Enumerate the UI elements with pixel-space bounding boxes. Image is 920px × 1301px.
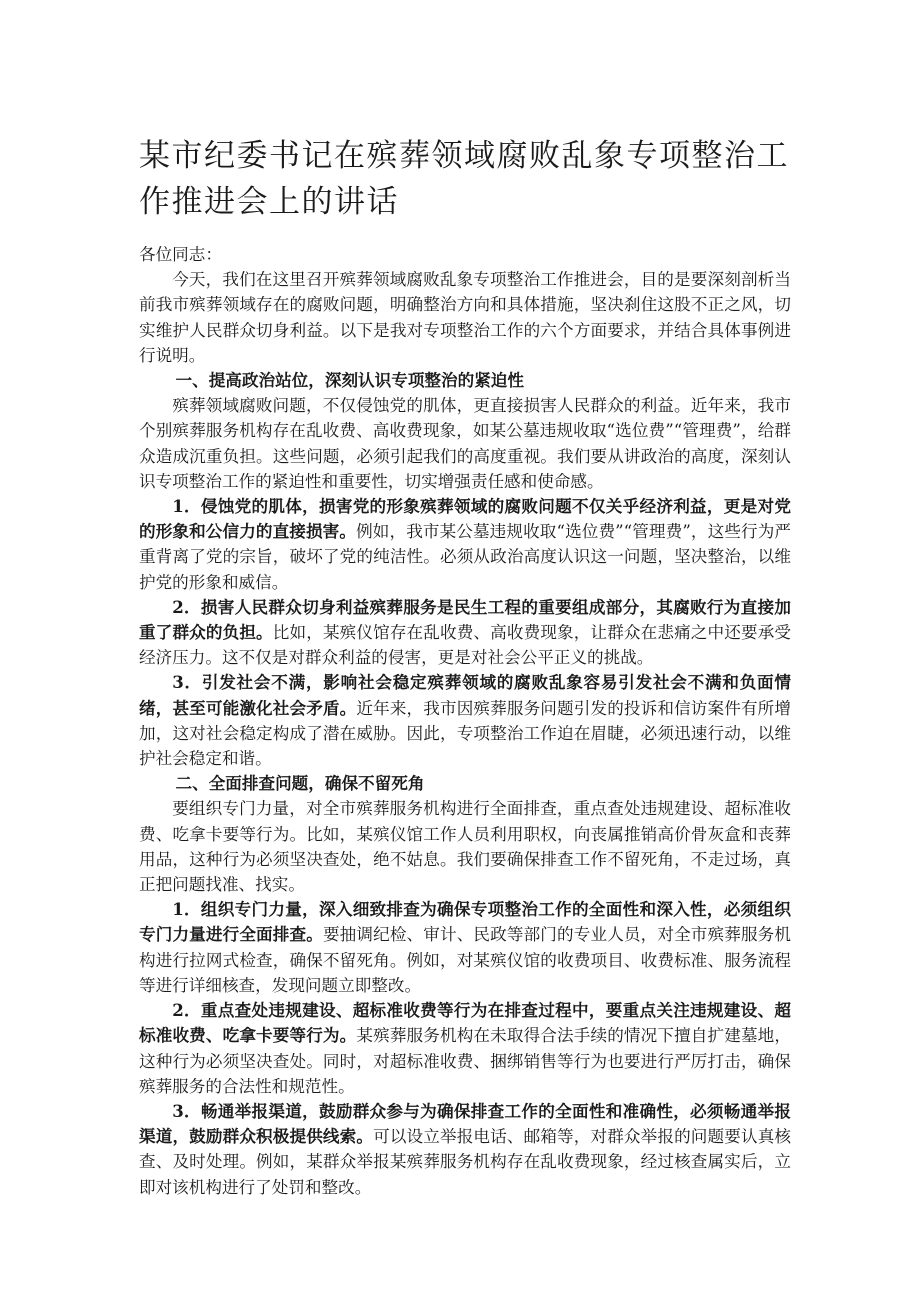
paragraph-bold-lead: 1．组织专门力量，深入细致排查为确保专项整治工作的全面性和深入性，必须组织专门力量进行全面排查。: [139, 899, 791, 945]
document-body: [139, 242, 791, 1200]
numbered-paragraph: [139, 897, 791, 998]
paragraph-bold-lead: 3．引发社会不满，影响社会稳定殡葬领域的腐败乱象容易引发社会不满和负面情绪，甚至可能激化社会矛盾。: [139, 672, 791, 718]
section-lead-paragraph: 要组织专门力量，对全市殡葬服务机构进行全面排查，重点查处违规建设、超标准收费、吃拿卡要等行为。比如，某殡仪馆工作人员利用职权，向丧属推销高价骨灰盒和丧葬用品，这种行为必须坚决查处，绝不姑息。我们要确保排查工作不留死角，不走过场，真正把问题找准、找实。: [139, 799, 791, 895]
paragraph-bold-lead: 1．侵蚀党的肌体，损害党的形象殡葬领域的腐败问题不仅关乎经济利益，更是对党的形象和公信力的直接损害。: [139, 496, 791, 542]
paragraph-bold-lead: 2．重点查处违规建设、超标准收费等行为在排查过程中，要重点关注违规建设、超标准收费、吃拿卡要等行为。: [139, 1000, 791, 1046]
salutation: 各位同志：: [139, 245, 222, 264]
document-title: 某市纪委书记在殡葬领域腐败乱象专项整治工作推进会上的讲话: [139, 138, 789, 220]
section-heading: 二、全面排查问题，确保不留死角: [175, 773, 425, 794]
numbered-paragraph: [139, 595, 791, 671]
paragraph-text: 例如，我市某公墓违规收取“选位费”“管理费”，这些行为严重背离了党的宗旨，破坏了党的纯洁性。必须从政治高度认识这一问题，坚决整治，以维护党的形象和威信。: [139, 522, 792, 592]
paragraph-text: 要抽调纪检、审计、民政等部门的专业人员，对全市殡葬服务机构进行拉网式检查，确保不留死角。例如，对某殡仪馆的收费项目、收费标准、服务流程等进行详细核查，发现问题立即整改。: [139, 925, 792, 995]
intro-paragraph: 今天，我们在这里召开殡葬领域腐败乱象专项整治工作推进会，目的是要深刻剖析当前我市殡葬领域存在的腐败问题，明确整治方向和具体措施，坚决刹住这股不正之风，切实维护人民群众切身利益。以下是我对专项整治工作的六个方面要求，并结合具体事例进行说明。: [139, 270, 791, 365]
paragraph-text: 可以设立举报电话、邮箱等，对群众举报的问题要认真核查、及时处理。例如，某群众举报某殡葬服务机构存在乱收费现象，经过核查属实后，立即对该机构进行了处罚和整改。: [139, 1127, 792, 1197]
section-heading: 一、提高政治站位，深刻认识专项整治的紧迫性: [175, 370, 524, 391]
paragraph-text: 近年来，我市因殡葬服务问题引发的投诉和信访案件有所增加，这对社会稳定构成了潜在威胁。因此，专项整治工作迫在眉睫，必须迅速行动，以维护社会稳定和谐。: [139, 698, 791, 769]
numbered-paragraph: [139, 998, 791, 1099]
section-lead-paragraph: 殡葬领域腐败问题，不仅侵蚀党的肌体，更直接损害人民群众的利益。近年来，我市个别殡葬服务机构存在乱收费、高收费现象，如某公墓违规收取“选位费”“管理费”，给群众造成沉重负担。这些问题，必须引起我们的高度重视。我们要从讲政治的高度，深刻认识专项整治工作的紧迫性和重要性，切实增强责任感和使命感。: [139, 396, 791, 491]
numbered-paragraph: [139, 1099, 791, 1200]
paragraph-text: 某殡葬服务机构在未取得合法手续的情况下擅自扩建墓地，这种行为必须坚决查处。同时，对超标准收费、捆绑销售等行为也要进行严厉打击，确保殡葬服务的合法性和规范性。: [139, 1026, 791, 1096]
paragraph-bold-lead: 3．畅通举报渠道，鼓励群众参与为确保排查工作的全面性和准确性，必须畅通举报渠道，鼓励群众积极提供线索。: [139, 1100, 791, 1147]
numbered-paragraph: [139, 670, 791, 771]
paragraph-bold-lead: 2．损害人民群众切身利益殡葬服务是民生工程的重要组成部分，其腐败行为直接加重了群众的负担。: [139, 596, 791, 643]
numbered-paragraph: [139, 494, 791, 595]
paragraph-text: 比如，某殡仪馆存在乱收费、高收费现象，让群众在悲痛之中还要承受经济压力。这不仅是对群众利益的侵害，更是对社会公平正义的挑战。: [139, 623, 792, 668]
